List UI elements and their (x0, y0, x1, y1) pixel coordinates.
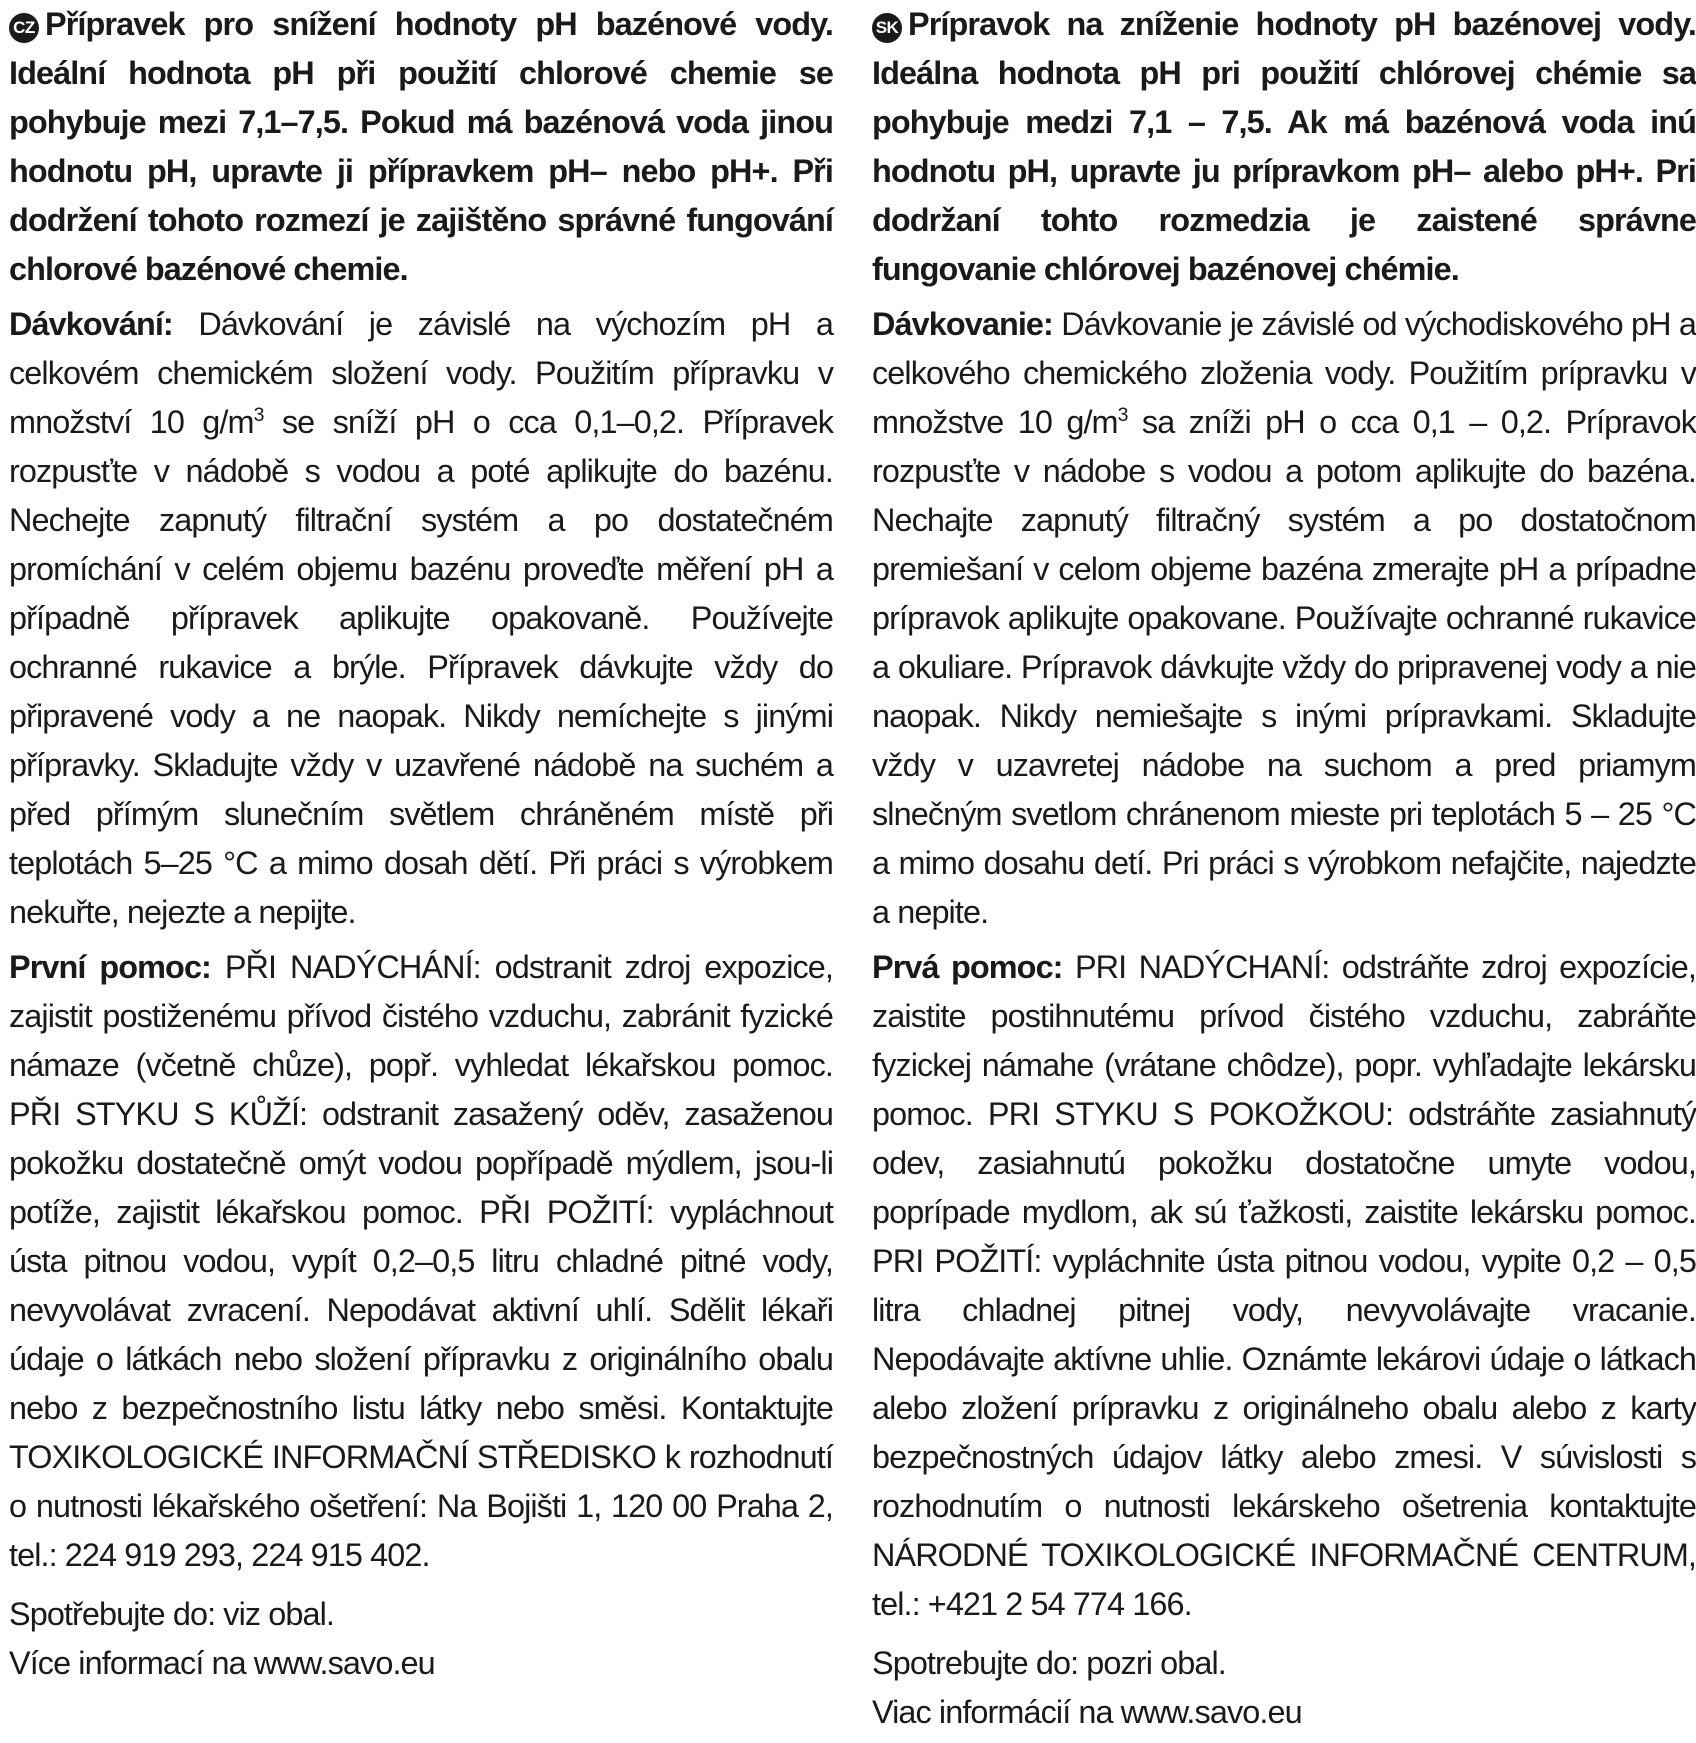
cz-first-aid-label: První pomoc: (9, 949, 211, 985)
slovak-column (872, 0, 1696, 1743)
cz-dosage-label: Dávkování: (9, 306, 173, 342)
sk-use-by: Spotrebujte do: pozri obal. (872, 1645, 1226, 1681)
cz-more-info: Více informací na www.savo.eu (9, 1645, 435, 1681)
sk-dosage-text-a: Dávkovanie je závislé od východiskového pH a celkového chemického zloženia vody. Použitím prípravku v množstve 10 g/m (872, 306, 1696, 440)
cz-dosage-text-a: Dávkování je závislé na výchozím pH a celkovém chemickém složení vody. Použitím přípravku v množství 10 g/m (9, 306, 833, 440)
cz-use-by: Spotřebujte do: viz obal. (9, 1596, 335, 1632)
sk-dosage-label: Dávkovanie: (872, 306, 1053, 342)
cz-dosage-text-b: se sníží pH o cca 0,1–0,2. Přípravek rozpusťte v nádobě s vodou a poté aplikujte do bazénu. Nechejte zapnutý filtrační systém a po dostatečném promíchání v celém objemu bazénu proveďte měření pH a případně přípravek aplikujte opakovaně. Používejte ochranné rukavice a brýle. Přípravek dávkujte vždy do připravené vody a ne naopak. Nikdy nemíchejte s jinými přípravky. Skladujte vždy v uzavřené nádobě na suchém a před přímým slunečním světlem chráněném místě při teplotách 5–25 °C a mimo dosah dětí. Při práci s výrobkem nekuřte, nejezte a nepijte. (9, 404, 833, 930)
sk-dosage-superscript: 3 (1117, 404, 1128, 427)
czech-column (9, 0, 833, 1694)
sk-intro (872, 0, 1696, 294)
cz-intro (9, 0, 833, 294)
sk-first-aid (872, 943, 1696, 1629)
sk-dosage-text-b: sa zníži pH o cca 0,1 – 0,2. Prípravok rozpusťte v nádobe s vodou a potom aplikujte do bazéna. Nechajte zapnutý filtračný systém a po dostatočnom premiešaní v celom objeme bazéna zmerajte pH a prípadne prípravok aplikujte opakovane. Používajte ochranné rukavice a okuliare. Prípravok dávkujte vždy do pripravenej vody a nie naopak. Nikdy nemiešajte s inými prípravkami. Skladujte vždy v uzavretej nádobe na suchom a pred priamym slnečným svetlom chránenom mieste pri teplotách 5 – 25 °C a mimo dosahu detí. Pri práci s výrobkom nefajčite, najedzte a nepite. (872, 404, 1696, 930)
sk-intro-text: Prípravok na zníženie hodnoty pH bazénovej vody. Ideálna hodnota pH pri použití chlórovej chémie sa pohybuje medzi 7,1 – 7,5. Ak má bazénová voda inú hodnotu pH, upravte ju prípravkom pH– alebo pH+. Pri dodržaní tohto rozmedzia je zaistené správne fungovanie chlórovej bazénovej chémie. (872, 6, 1696, 287)
sk-first-aid-label: Prvá pomoc: (872, 949, 1063, 985)
sk-language-badge: SK (872, 13, 902, 43)
cz-first-aid (9, 943, 833, 1580)
cz-dosage-superscript: 3 (253, 404, 264, 427)
cz-dosage (9, 300, 833, 937)
sk-dosage (872, 300, 1696, 937)
sk-first-aid-text: PRI NADÝCHANÍ: odstráňte zdroj expozície, zaistite postihnutému prívod čistého vzduchu, zabráňte fyzickej námahe (vrátane chôdze), popr. vyhľadajte lekársku pomoc. PRI STYKU S POKOŽKOU: odstráňte zasiahnutý odev, zasiahnutú pokožku dostatočne umyte vodou, poprípade mydlom, ak sú ťažkosti, zaistite lekársku pomoc. PRI POŽITÍ: vypláchnite ústa pitnou vodou, vypite 0,2 – 0,5 litra chladnej pitnej vody, nevyvolávajte vracanie. Nepodávajte aktívne uhlie. Oznámte lekárovi údaje o látkach alebo zložení prípravku z originálneho obalu alebo z karty bezpečnostných údajov látky alebo zmesi. V súvislosti s rozhodnutím o nutnosti lekárskeho ošetrenia kontaktujte NÁRODNÉ TOXIKOLOGICKÉ INFORMAČNÉ CENTRUM, tel.: +421 2 54 774 166. (872, 949, 1696, 1622)
sk-more-info: Viac informácií na www.savo.eu (872, 1694, 1302, 1730)
cz-first-aid-text: PŘI NADÝCHÁNÍ: odstranit zdroj expozice, zajistit postiženému přívod čistého vzduchu, zabránit fyzické námaze (včetně chůze), popř. vyhledat lékařskou pomoc. PŘI STYKU S KŮŽÍ: odstranit zasažený oděv, zasaženou pokožku dostatečně omýt vodou popřípadě mýdlem, jsou-li potíže, zajistit lékařskou pomoc. PŘI POŽITÍ: vypláchnout ústa pitnou vodou, vypít 0,2–0,5 litru chladné pitné vody, nevyvolávat zvracení. Nepodávat aktivní uhlí. Sdělit lékaři údaje o látkách nebo složení přípravku z originálního obalu nebo z bezpečnostního listu látky nebo směsi. Kontaktujte TOXIKOLOGICKÉ INFORMAČNÍ STŘEDISKO k rozhodnutí o nutnosti lékařského ošetření: Na Bojišti 1, 120 00 Praha 2, tel.: 224 919 293, 224 915 402. (9, 949, 833, 1573)
cz-language-badge: CZ (9, 13, 39, 43)
cz-intro-text: Přípravek pro snížení hodnoty pH bazénové vody. Ideální hodnota pH při použití chlorové chemie se pohybuje mezi 7,1–7,5. Pokud má bazénová voda jinou hodnotu pH, upravte ji přípravkem pH– nebo pH+. Při dodržení tohoto rozmezí je zajištěno správné fungování chlorové bazénové chemie. (9, 6, 833, 287)
